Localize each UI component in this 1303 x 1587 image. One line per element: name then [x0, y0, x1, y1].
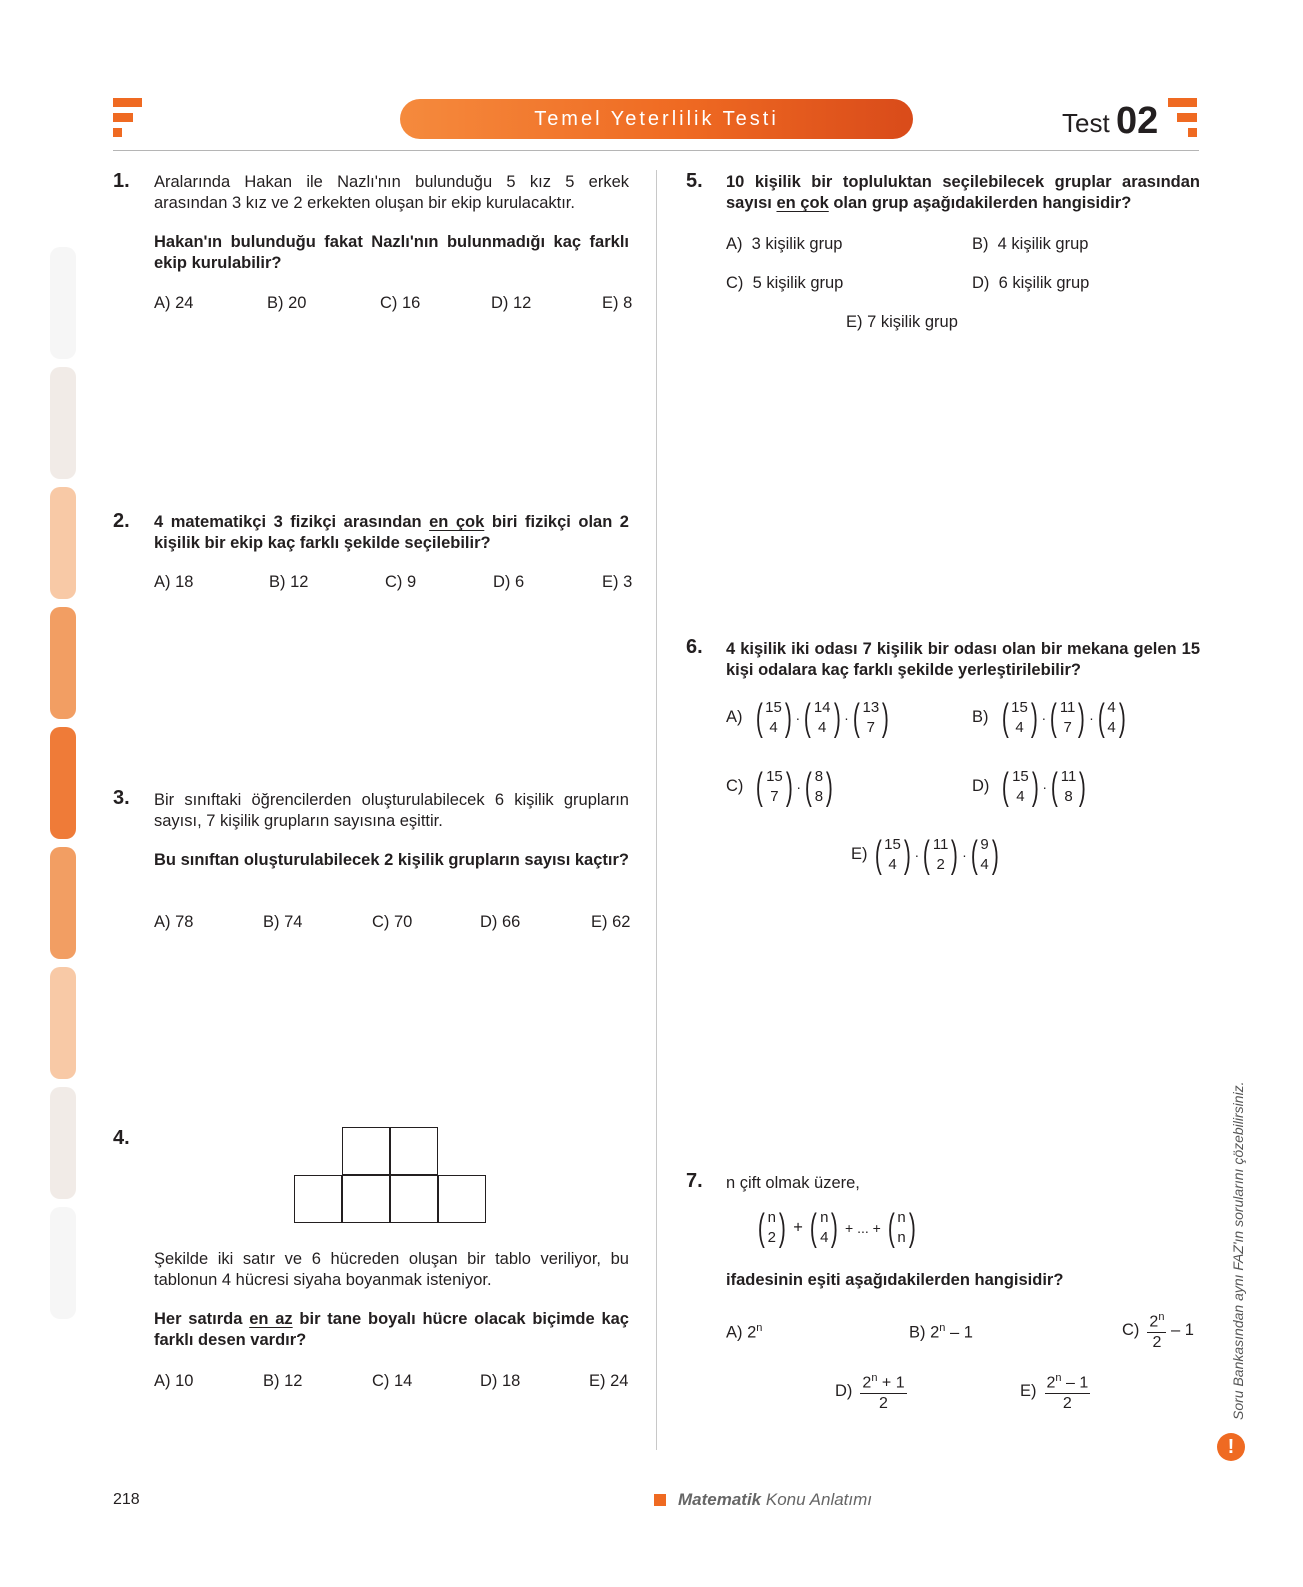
question-3-text: Bir sınıftaki öğrencilerden oluşturulabilecek 6 kişilik grupların sayısı, 7 kişilik grupların sayısına eşittir.	[154, 791, 629, 830]
q4-option-c[interactable]: C) 14	[372, 1372, 413, 1390]
q7-option-c[interactable]: C) $\frac{2^n}{2}$ – 1	[1122, 1307, 1194, 1353]
q7-option-b[interactable]: B) 2$^n$ – 1	[909, 1322, 973, 1342]
side-tab-9	[50, 1207, 76, 1319]
table-cell	[438, 1175, 486, 1223]
binomial-coefficient: ( n 4 )	[810, 1207, 839, 1249]
q1-option-a[interactable]: A) 24	[154, 294, 194, 312]
side-tab-3	[50, 487, 76, 599]
binomial-coefficient: ( n 2 )	[757, 1207, 786, 1249]
q7-option-a[interactable]: A) 2$^n$	[726, 1322, 763, 1342]
binomial-coefficient: ( 15 4 )	[874, 834, 911, 876]
side-tab-8	[50, 1087, 76, 1199]
q2-option-b[interactable]: B) 12	[269, 573, 309, 591]
binomial-coefficient: ( 8 8 )	[804, 766, 833, 808]
binomial-coefficient: ( 4 4 )	[1097, 697, 1126, 739]
q2-option-d[interactable]: D) 6	[493, 573, 525, 591]
side-tab-5	[50, 727, 76, 839]
q1-option-c[interactable]: C) 16	[380, 294, 421, 312]
question-4-prompt: Her satırda en az bir tane boyalı hücre olacak biçimde kaç farklı desen vardır?	[154, 1310, 629, 1349]
q6-option-d[interactable]: D) ( 15 4 ) · ( 11 8 )	[972, 767, 1089, 807]
question-1-text: Aralarında Hakan ile Nazlı'nın bulunduğu 5 kız 5 erkek arasından 3 kız ve 2 erkekten oluşan bir ekip kurulacaktır.	[154, 173, 629, 212]
q1-option-e[interactable]: E) 8	[602, 294, 633, 312]
q2-option-c[interactable]: C) 9	[385, 573, 417, 591]
question-number-4: 4.	[113, 1127, 130, 1149]
q4-option-e[interactable]: E) 24	[589, 1372, 629, 1390]
footer-book-title: Matematik Konu Anlatımı	[678, 1490, 873, 1509]
q7-option-d[interactable]: D) $\frac{2^n + 1}{2}$	[835, 1368, 907, 1414]
q2-option-a[interactable]: A) 18	[154, 573, 194, 591]
binomial-coefficient: ( 11 8 )	[1050, 766, 1087, 808]
q6-option-c[interactable]: C) ( 15 7 ) · ( 8 8 )	[726, 767, 836, 807]
binomial-coefficient: ( 9 4 )	[970, 834, 999, 876]
question-2-text: 4 matematikçi 3 fizikçi arasından en çok biri fizikçi olan 2 kişilik bir ekip kaç farklı şekilde seçilebilir?	[154, 513, 629, 552]
header-title: Temel Yeterlilik Testi	[534, 108, 779, 130]
q5-option-c[interactable]: C) 5 kişilik grup	[726, 274, 844, 292]
question-7-intro: n çift olmak üzere,	[726, 1174, 860, 1192]
footer-square-icon	[654, 1494, 666, 1506]
question-number-3: 3.	[113, 787, 130, 809]
binomial-coefficient: ( 15 7 )	[756, 766, 793, 808]
page-number: 218	[113, 1491, 140, 1508]
binomial-coefficient: ( 11 2 )	[923, 834, 959, 876]
q5-option-a[interactable]: A) 3 kişilik grup	[726, 235, 843, 253]
q3-option-b[interactable]: B) 74	[263, 913, 303, 931]
question-7-prompt: ifadesinin eşiti aşağıdakilerden hangisidir?	[726, 1271, 1064, 1289]
side-tab-1	[50, 247, 76, 359]
question-6-text: 4 kişilik iki odası 7 kişilik bir odası olan bir mekana gelen 15 kişi odalara kaç farklı şekilde yerleştirilebilir?	[726, 640, 1200, 679]
question-number-1: 1.	[113, 170, 130, 192]
column-divider	[656, 170, 657, 1450]
exclamation-icon: !	[1217, 1433, 1245, 1461]
binomial-coefficient: ( 13 7 )	[852, 697, 889, 739]
q4-option-a[interactable]: A) 10	[154, 1372, 194, 1390]
table-cell	[342, 1175, 390, 1223]
question-5-text: 10 kişilik bir topluluktan seçilebilecek gruplar arasından sayısı en çok olan grup aşağıdakilerden hangisidir?	[726, 173, 1200, 212]
binomial-coefficient: ( 14 4 )	[804, 697, 841, 739]
table-cell	[342, 1127, 390, 1175]
q6-option-a[interactable]: A) ( 15 4 ) · ( 14 4 ) · ( 13 7 )	[726, 698, 892, 738]
q3-option-c[interactable]: C) 70	[372, 913, 413, 931]
q7-option-e[interactable]: E) $\frac{2^n - 1}{2}$	[1020, 1368, 1090, 1414]
q2-option-e[interactable]: E) 3	[602, 573, 633, 591]
question-4-text: Şekilde iki satır ve 6 hücreden oluşan bir tablo veriliyor, bu tablonun 4 hücresi siyaha boyanmak isteniyor.	[154, 1250, 629, 1289]
q4-option-d[interactable]: D) 18	[480, 1372, 521, 1390]
q7-expression: ( n 2 ) + ( n 4 ) + ... + ( n n )	[755, 1208, 918, 1248]
test-number: 02	[1116, 100, 1159, 142]
binomial-coefficient: ( 15 4 )	[1002, 766, 1039, 808]
question-number-6: 6.	[686, 636, 703, 658]
question-number-5: 5.	[686, 170, 703, 192]
q5-option-d[interactable]: D) 6 kişilik grup	[972, 274, 1090, 292]
q6-option-e[interactable]: E) ( 15 4 ) · ( 11 2 ) · ( 9 4 )	[851, 835, 1001, 875]
side-note: Soru Bankasından aynı FAZ'ın sorularını çözebilirsiniz.	[1230, 1081, 1246, 1420]
q6-option-b[interactable]: B) ( 15 4 ) · ( 11 7 ) · ( 4 4 )	[972, 698, 1128, 738]
q5-option-b[interactable]: B) 4 kişilik grup	[972, 235, 1089, 253]
binomial-coefficient: ( 11 7 )	[1050, 697, 1086, 739]
question-number-2: 2.	[113, 510, 130, 532]
table-cell	[390, 1175, 438, 1223]
side-tab-2	[50, 367, 76, 479]
side-tab-6	[50, 847, 76, 959]
q1-option-d[interactable]: D) 12	[491, 294, 532, 312]
q1-option-b[interactable]: B) 20	[267, 294, 307, 312]
binomial-coefficient: ( n n )	[887, 1207, 916, 1249]
question-1-prompt: Hakan'ın bulunduğu fakat Nazlı'nın bulunmadığı kaç farklı ekip kurulabilir?	[154, 233, 629, 272]
table-cell	[390, 1127, 438, 1175]
q5-option-e[interactable]: E) 7 kişilik grup	[846, 313, 958, 331]
binomial-coefficient: ( 15 4 )	[1001, 697, 1038, 739]
q3-option-d[interactable]: D) 66	[480, 913, 521, 931]
q3-option-a[interactable]: A) 78	[154, 913, 194, 931]
table-cell	[294, 1175, 342, 1223]
question-number-7: 7.	[686, 1170, 703, 1192]
side-tab-7	[50, 967, 76, 1079]
test-label: Test	[1062, 108, 1110, 138]
q4-option-b[interactable]: B) 12	[263, 1372, 303, 1390]
q3-option-e[interactable]: E) 62	[591, 913, 631, 931]
side-tab-4	[50, 607, 76, 719]
binomial-coefficient: ( 15 4 )	[755, 697, 792, 739]
question-3-prompt: Bu sınıftan oluşturulabilecek 2 kişilik grupların sayısı kaçtır?	[154, 851, 629, 869]
header-divider	[113, 150, 1199, 151]
